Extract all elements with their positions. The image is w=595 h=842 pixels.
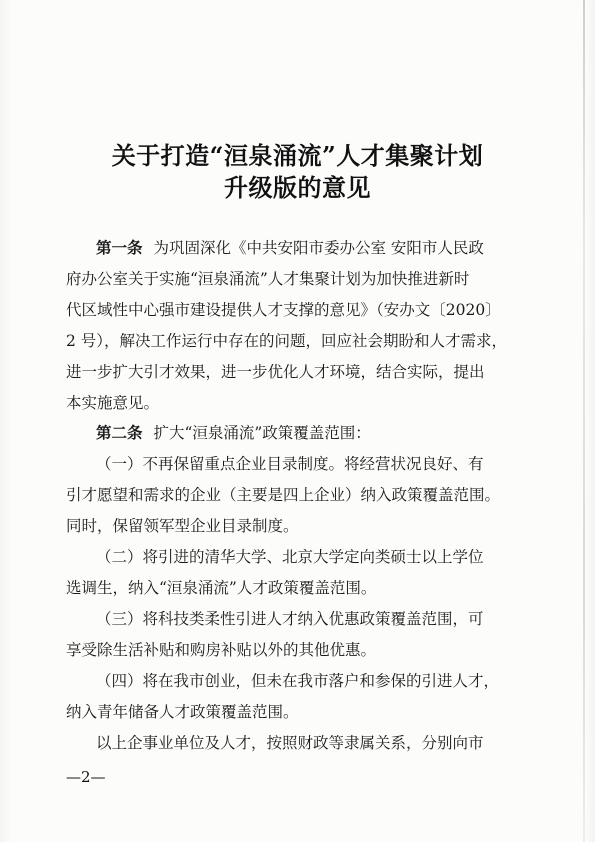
article1-heading: 第一条 (96, 238, 143, 257)
article2-line1 (96, 421, 595, 443)
article1-line3: 代区域性中心强市建设提供人才支撑的意见》（安办文〔2020〕 (66, 301, 501, 319)
item1-line3: 同时，保留领军型企业目录制度。 (66, 517, 299, 535)
item3-line2: 享受除生活补贴和购房补贴以外的其他优惠。 (66, 641, 377, 659)
article1-line2: 府办公室关于实施“洹泉涌流”人才集聚计划为加快推进新时 (66, 270, 470, 288)
item1-line2: 引才愿望和需求的企业（主要是四上企业）纳入政策覆盖范围。 (66, 486, 501, 504)
page-number: —2— (66, 768, 106, 786)
article1-line5: 进一步扩大引才效果，进一步优化人才环境，结合实际，提出 (66, 363, 485, 381)
article1-line6: 本实施意见。 (66, 394, 160, 412)
article2-heading: 第二条 (96, 423, 143, 442)
item3-line1: （三）将科技类柔性引进人才纳入优惠政策覆盖范围，可 (96, 610, 484, 628)
closing-line: 以上企事业单位及人才，按照财政等隶属关系，分别向市 (96, 734, 484, 752)
article1-line1 (96, 236, 595, 258)
article1-line4: 2 号），解决工作运行中存在的问题，回应社会期盼和人才需求， (66, 332, 508, 350)
item4-line1: （四）将在我市创业，但未在我市落户和参保的引进人才， (96, 672, 500, 690)
document-title-line1: 关于打造“洹泉涌流”人才集聚计划 (111, 141, 484, 170)
item2-line1: （二）将引进的清华大学、北京大学定向类硕士以上学位 (96, 548, 484, 566)
item4-line2: 纳入青年储备人才政策覆盖范围。 (66, 703, 299, 721)
item2-line2: 选调生，纳入“洹泉涌流”人才政策覆盖范围。 (66, 579, 377, 597)
item1-line1: （一）不再保留重点企业目录制度。将经营状况良好、有 (96, 455, 484, 473)
article2-intro: 扩大“洹泉涌流”政策覆盖范围： (153, 424, 371, 442)
article1-text: 为巩固深化《中共安阳市委办公室 安阳市人民政 (153, 239, 484, 257)
document-title-line2: 升级版的意见 (224, 173, 371, 202)
